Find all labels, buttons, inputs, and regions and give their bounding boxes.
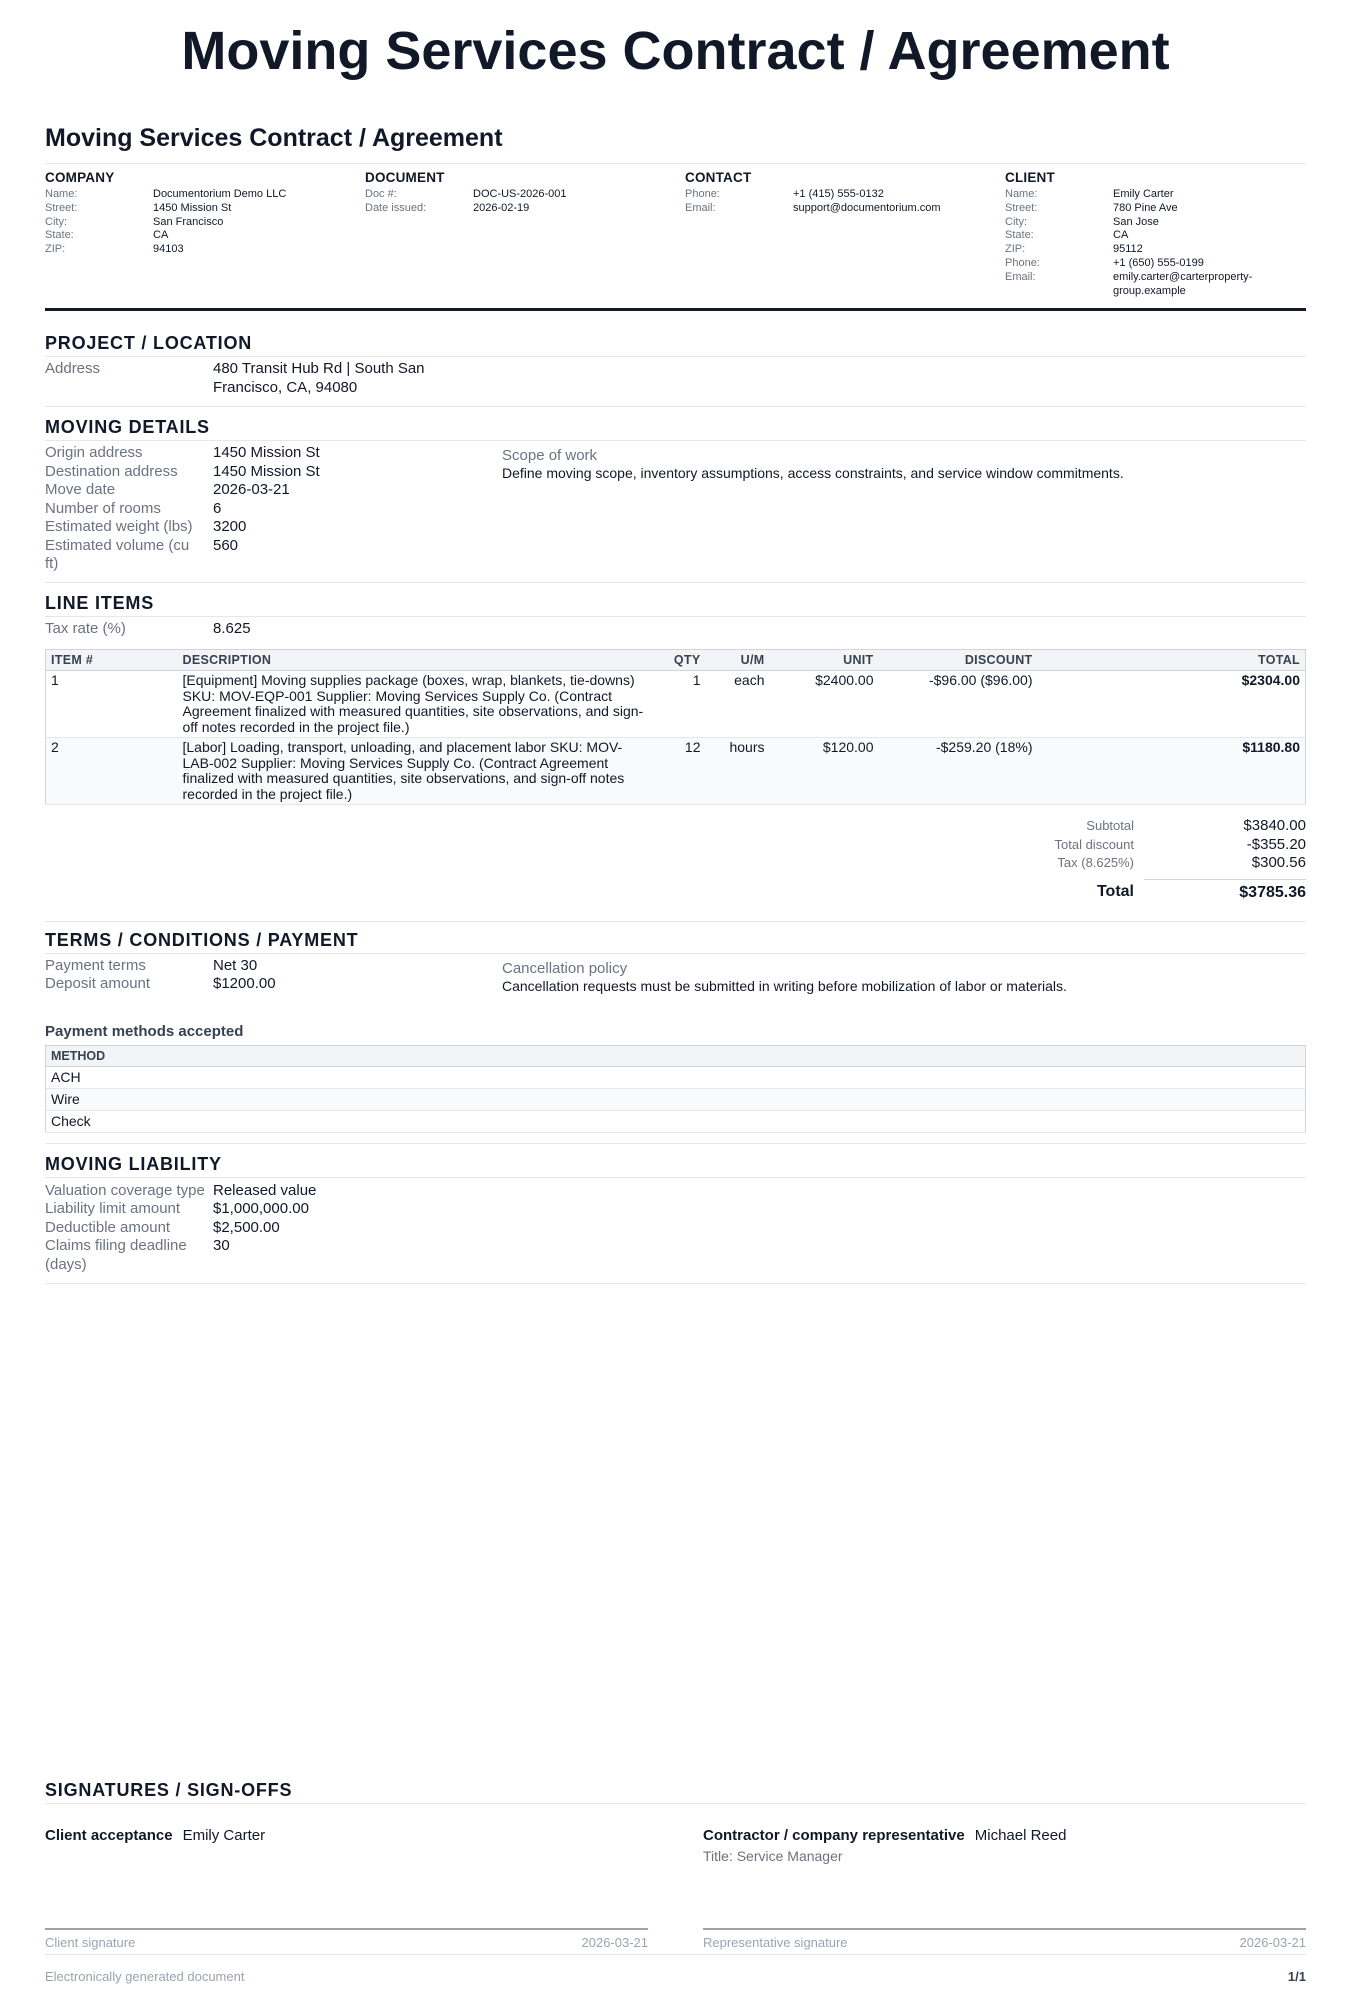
payment-methods-title: Payment methods accepted bbox=[45, 1022, 244, 1040]
field-value: $2,500.00 bbox=[213, 1218, 280, 1236]
field-row bbox=[45, 463, 502, 482]
table-row bbox=[46, 1066, 1306, 1088]
kv-key: City: bbox=[45, 215, 67, 228]
item-number: 2 bbox=[46, 738, 178, 805]
signature-date: 2026-03-21 bbox=[581, 1935, 648, 1950]
field-key: Origin address bbox=[45, 444, 143, 462]
project-location-section bbox=[45, 333, 1306, 407]
contact-block bbox=[685, 169, 1005, 298]
kv-key: City: bbox=[1005, 215, 1027, 228]
column-header: U/M bbox=[706, 650, 770, 671]
field-key: Deposit amount bbox=[45, 975, 151, 993]
kv-key: Email: bbox=[685, 201, 716, 214]
kv-value: CA bbox=[1113, 229, 1129, 242]
item-description: [Labor] Loading, transport, unloading, and placement labor SKU: MOV-LAB-002 Supplier: Moving Services Supply Co. (Contract Agreement finalized with measured quantities, site observations, and sign-off notes recorded in the project file.) bbox=[178, 738, 653, 805]
client-signature-line[interactable] bbox=[45, 1928, 648, 1950]
column-header: DESCRIPTION bbox=[178, 650, 653, 671]
kv-value: +1 (650) 555-0199 bbox=[1113, 256, 1204, 269]
field-value: Net 30 bbox=[213, 956, 258, 974]
scope-value: Define moving scope, inventory assumptions, access constraints, and service window commitments. bbox=[502, 465, 1124, 482]
field-value: 480 Transit Hub Rd | South San Francisco, CA, 94080 bbox=[213, 360, 425, 396]
field-key: Estimated volume (cu ft) bbox=[45, 536, 190, 573]
item-um: each bbox=[706, 671, 770, 738]
field-key: Number of rooms bbox=[45, 499, 161, 517]
representative-name: Michael Reed bbox=[974, 1827, 1067, 1844]
kv-row bbox=[45, 216, 365, 230]
field-value: 3200 bbox=[213, 518, 247, 536]
item-discount: -$96.00 ($96.00) bbox=[879, 671, 1038, 738]
kv-key: State: bbox=[1005, 229, 1034, 242]
field-key: Payment terms bbox=[45, 956, 146, 974]
field-value: 8.625 bbox=[213, 619, 251, 637]
payment-method: Check bbox=[46, 1110, 1306, 1132]
subtotal-value: $3840.00 bbox=[1243, 817, 1306, 835]
kv-key: Date issued: bbox=[365, 201, 427, 214]
document-title: Moving Services Contract / Agreement bbox=[181, 21, 1170, 81]
item-unit: $120.00 bbox=[770, 738, 879, 805]
representative-title: Title: Service Manager bbox=[703, 1848, 843, 1864]
signature-date: 2026-03-21 bbox=[1239, 1935, 1306, 1950]
section-title: LINE ITEMS bbox=[45, 593, 1306, 617]
terms-section bbox=[45, 921, 1306, 1144]
discount-row bbox=[45, 836, 1306, 855]
company-heading: COMPANY bbox=[45, 170, 115, 185]
item-discount: -$259.20 (18%) bbox=[879, 738, 1038, 805]
discount-label: Total discount bbox=[1054, 836, 1134, 852]
kv-row bbox=[45, 188, 365, 202]
field-value: $1200.00 bbox=[213, 975, 276, 993]
kv-value: 1450 Mission St bbox=[153, 201, 232, 214]
page-footer bbox=[45, 1954, 1306, 1984]
tax-row bbox=[45, 854, 1306, 873]
kv-row bbox=[1005, 257, 1306, 271]
field-value: 2026-03-21 bbox=[213, 481, 290, 499]
field-row bbox=[45, 1237, 1306, 1274]
field-value: 6 bbox=[213, 499, 222, 517]
kv-value: San Jose bbox=[1113, 215, 1159, 228]
field-key: Deductible amount bbox=[45, 1218, 171, 1236]
representative-signature-line[interactable] bbox=[703, 1928, 1306, 1950]
item-unit: $2400.00 bbox=[770, 671, 879, 738]
kv-row bbox=[1005, 202, 1306, 216]
signature-line-label: Representative signature bbox=[703, 1935, 848, 1950]
payment-method: Wire bbox=[46, 1088, 1306, 1110]
signatures-section bbox=[45, 1780, 1306, 1950]
field-row bbox=[45, 1200, 1306, 1219]
field-row bbox=[45, 518, 502, 537]
column-header: TOTAL bbox=[1038, 650, 1306, 671]
field-value: Released value bbox=[213, 1181, 317, 1199]
client-email-value: emily.carter@carterproperty-group.example bbox=[1113, 270, 1253, 297]
kv-key: ZIP: bbox=[1005, 243, 1026, 256]
discount-value: -$355.20 bbox=[1246, 835, 1306, 853]
tax-label: Tax (8.625%) bbox=[1057, 855, 1134, 871]
column-header: UNIT bbox=[770, 650, 879, 671]
table-row bbox=[46, 1110, 1306, 1132]
scope-label: Scope of work bbox=[502, 447, 598, 465]
document-page bbox=[45, 0, 1306, 2000]
item-um: hours bbox=[706, 738, 770, 805]
field-row bbox=[45, 444, 502, 463]
kv-key: Name: bbox=[1005, 188, 1038, 200]
kv-value: Documentorium Demo LLC bbox=[153, 188, 287, 200]
kv-row bbox=[1005, 243, 1306, 257]
kv-row bbox=[45, 243, 365, 257]
line-items-table bbox=[45, 649, 1306, 805]
grand-total-row bbox=[45, 879, 1306, 902]
field-value: 1450 Mission St bbox=[213, 444, 320, 462]
kv-row bbox=[685, 202, 1005, 216]
cancellation-value: Cancellation requests must be submitted in writing before mobilization of labor or materials. bbox=[502, 977, 1067, 994]
section-title: SIGNATURES / SIGN-OFFS bbox=[45, 1780, 1306, 1804]
kv-key: Street: bbox=[45, 201, 78, 214]
kv-key: Doc #: bbox=[365, 188, 397, 200]
header-info-grid bbox=[45, 163, 1306, 311]
kv-value: 95112 bbox=[1113, 243, 1143, 256]
field-row bbox=[45, 481, 502, 500]
subtotal-row bbox=[45, 817, 1306, 836]
column-header: QTY bbox=[653, 650, 706, 671]
kv-row bbox=[45, 202, 365, 216]
field-value: 1450 Mission St bbox=[213, 462, 320, 480]
item-total: $1180.80 bbox=[1038, 738, 1306, 805]
client-signature-block bbox=[45, 1827, 648, 1950]
field-row bbox=[45, 500, 502, 519]
kv-row bbox=[45, 229, 365, 243]
kv-key: Email: bbox=[1005, 270, 1036, 283]
page-number: 1/1 bbox=[1287, 1969, 1306, 1984]
field-row bbox=[45, 1219, 1306, 1238]
table-row bbox=[46, 738, 1306, 805]
client-heading: CLIENT bbox=[1005, 170, 1055, 185]
kv-value: DOC-US-2026-001 bbox=[473, 188, 567, 200]
signature-line-label: Client signature bbox=[45, 1935, 136, 1950]
table-header-row bbox=[46, 1045, 1306, 1066]
item-number: 1 bbox=[46, 671, 178, 738]
kv-row bbox=[1005, 188, 1306, 202]
table-header-row bbox=[46, 650, 1306, 671]
field-value: 30 bbox=[213, 1237, 230, 1255]
totals-block bbox=[45, 817, 1306, 902]
tax-rate-row bbox=[45, 617, 1306, 639]
cancellation-label: Cancellation policy bbox=[502, 959, 628, 977]
total-label: Total bbox=[1096, 882, 1134, 900]
field-key: Estimated weight (lbs) bbox=[45, 518, 193, 536]
field-key: Move date bbox=[45, 481, 116, 499]
client-name: Emily Carter bbox=[182, 1827, 266, 1844]
field-row bbox=[45, 1182, 1306, 1201]
field-row bbox=[45, 537, 502, 574]
representative-label: Contractor / company representative bbox=[703, 1827, 965, 1844]
moving-details-section bbox=[45, 417, 1306, 583]
field-key: Valuation coverage type bbox=[45, 1181, 205, 1199]
table-row bbox=[46, 671, 1306, 738]
kv-value: 2026-02-19 bbox=[473, 201, 530, 214]
kv-value: Emily Carter bbox=[1113, 188, 1174, 200]
kv-key: Street: bbox=[1005, 201, 1038, 214]
section-title: MOVING DETAILS bbox=[45, 417, 1306, 441]
item-total: $2304.00 bbox=[1038, 671, 1306, 738]
table-row bbox=[46, 1088, 1306, 1110]
kv-row bbox=[685, 188, 1005, 202]
field-key: Claims filing deadline (days) bbox=[45, 1237, 187, 1273]
kv-key: Name: bbox=[45, 188, 78, 200]
client-block bbox=[1005, 169, 1306, 298]
tax-value: $300.56 bbox=[1251, 854, 1306, 872]
kv-key: State: bbox=[45, 229, 74, 242]
field-key: Liability limit amount bbox=[45, 1200, 181, 1218]
contact-heading: CONTACT bbox=[685, 170, 752, 185]
kv-row bbox=[365, 202, 685, 216]
document-block bbox=[365, 169, 685, 298]
subtotal-label: Subtotal bbox=[1086, 818, 1134, 834]
total-value: $3785.36 bbox=[1144, 879, 1306, 902]
column-header: ITEM # bbox=[46, 650, 178, 671]
kv-value: support@documentorium.com bbox=[793, 201, 941, 214]
kv-key: Phone: bbox=[685, 188, 720, 200]
kv-value: 94103 bbox=[153, 243, 184, 256]
kv-value: San Francisco bbox=[153, 215, 224, 228]
field-key: Tax rate (%) bbox=[45, 619, 126, 637]
moving-liability-section bbox=[45, 1154, 1306, 1285]
kv-row bbox=[1005, 229, 1306, 243]
section-title: TERMS / CONDITIONS / PAYMENT bbox=[45, 930, 1306, 954]
representative-signature-block bbox=[703, 1827, 1306, 1950]
field-key: Destination address bbox=[45, 462, 178, 480]
item-qty: 12 bbox=[653, 738, 706, 805]
kv-key: ZIP: bbox=[45, 243, 66, 256]
document-subtitle: Moving Services Contract / Agreement bbox=[45, 124, 503, 152]
item-description: [Equipment] Moving supplies package (boxes, wrap, blankets, tie-downs) SKU: MOV-EQP-001 Supplier: Moving Services Supply Co. (Contract Agreement finalized with measured quantities, site observations, and sign-off notes recorded in the project file.) bbox=[178, 671, 653, 738]
item-qty: 1 bbox=[653, 671, 706, 738]
document-heading: DOCUMENT bbox=[365, 170, 445, 185]
kv-value: CA bbox=[153, 229, 169, 242]
field-key: Address bbox=[45, 360, 101, 378]
kv-value: 780 Pine Ave bbox=[1113, 201, 1178, 214]
column-header: METHOD bbox=[46, 1045, 1306, 1066]
section-title: PROJECT / LOCATION bbox=[45, 333, 1306, 357]
kv-key: Phone: bbox=[1005, 256, 1040, 269]
column-header: DISCOUNT bbox=[879, 650, 1038, 671]
kv-row bbox=[1005, 271, 1306, 299]
field-value: $1,000,000.00 bbox=[213, 1200, 309, 1218]
payment-methods-table bbox=[45, 1045, 1306, 1133]
field-row bbox=[45, 975, 502, 994]
field-row bbox=[45, 957, 502, 976]
footer-note: Electronically generated document bbox=[45, 1969, 245, 1984]
company-block bbox=[45, 169, 365, 298]
client-acceptance-label: Client acceptance bbox=[45, 1827, 173, 1844]
section-title: MOVING LIABILITY bbox=[45, 1154, 1306, 1178]
payment-method: ACH bbox=[46, 1066, 1306, 1088]
field-value: 560 bbox=[213, 536, 239, 554]
kv-value: +1 (415) 555-0132 bbox=[793, 188, 884, 200]
field-row bbox=[45, 360, 1306, 397]
kv-row bbox=[1005, 216, 1306, 230]
kv-row bbox=[365, 188, 685, 202]
line-items-section bbox=[45, 593, 1306, 912]
